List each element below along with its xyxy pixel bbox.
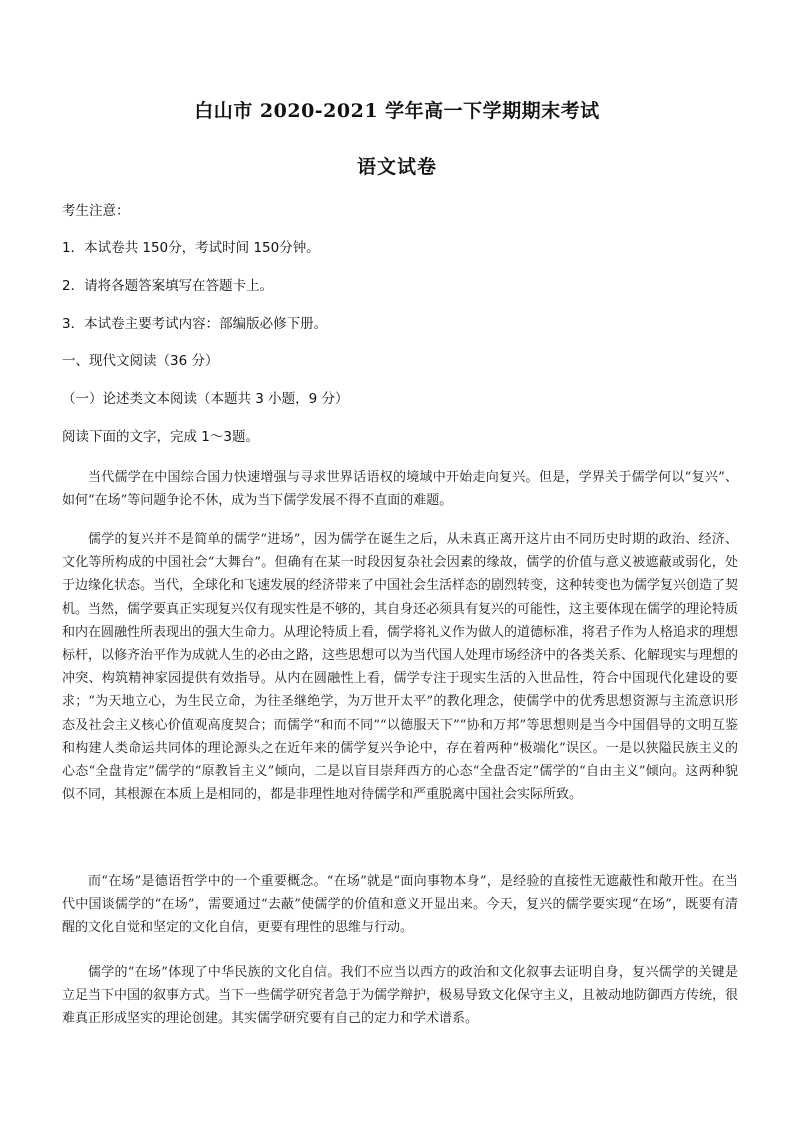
exam-title: 白山市 2020-2021 学年高一下学期期末考试 xyxy=(194,100,600,122)
reading-instruction: 阅读下面的文字，完成 1～3题。 xyxy=(62,429,259,445)
passage-paragraph-4: 儒学的“在场”体现了中华民族的文化自信。我们不应当以西方的政治和文化叙事去证明自身，复兴儒学的关键是立足当下中国的叙事方式。当下一些儒学研究者急于为儒学辩护，极易导致文化保守主义，且被动地防御西方传统，很难真正形成坚实的理论创建。其实儒学研究要有自己的定力和学术谱系。 xyxy=(62,965,739,1027)
passage-paragraph-1: 当代儒学在中国综合国力快速增强与寻求世界话语权的境域中开始走向复兴。但是，学界关于儒学何以“复兴”、如何“在场”等问题争论不休，成为当下儒学发展不得不直面的难题。 xyxy=(62,470,738,509)
notice-item-1: 1．本试卷共 150分，考试时间 150分钟。 xyxy=(62,240,320,256)
notice-heading: 考生注意： xyxy=(62,203,130,219)
passage-paragraph-2: 儒学的复兴并不是简单的儒学“进场”，因为儒学在诞生之后，从未真正离开这片由不同历史时期的政治、经济、文化等所构成的中国社会“大舞台”。但确有在某一时段因复杂社会因素的缘故，儒学的价值与意义被遮蔽或弱化，处于边缘化状态。当代，全球化和飞速发展的经济带来了中国社会生活样态的剧烈转变，这种转变也为儒学复兴创造了契机。当然，儒学要真正实现复兴仅有现实性是不够的，其自身还必须具有复兴的可能性，这主要体现在儒学的理论特质和内在圆融性所表现出的强大生命力。从理论特质上看，儒学将礼义作为做人的道德标准，将君子作为人格追求的理想标杆，以修齐治平作为成就人生的必由之路，这些思想可以为当代国人处理市场经济中的各类关系、化解现实与理想的冲突、构筑精神家园提供有效指导。从内在圆融性上看，儒学专注于现实生活的入世品性，符合中国现代化建设的要求；“为天地立心，为生民立命，为往圣继绝学，为万世开太平”的教化理念，使儒学中的优秀思想资源与主流意识形态及社会主义核心价值观高度契合；而儒学“和而不同”“以德服天下”“协和万邦”等思想则是当今中国倡导的文明互鉴和构建人类命运共同体的理论源头之在近年来的儒学复兴争论中，存在着两种“极端化”误区。一是以狭隘民族主义的心态“全盘肯定”儒学的“原教旨主义”倾向，二是以盲目崇拜西方的心态“全盘否定”儒学的“自由主义”倾向。这两种貌似不同，其根源在本质上是相同的，都是非理性地对待儒学和严重脱离中国社会实际所致。 xyxy=(62,532,739,803)
notice-item-2: 2．请将各题答案填写在答题卡上。 xyxy=(62,278,274,294)
exam-subject-title: 语文试卷 xyxy=(356,156,437,178)
passage-paragraph-3: 而“在场”是德语哲学中的一个重要概念。“在场”就是“面向事物本身”，是经验的直接性无遮蔽性和敞开性。在当代中国谈儒学的“在场”，需要通过“去蔽”使儒学的价值和意义开显出来。今天，复兴的儒学要实现“在场”，既要有清醒的文化自觉和坚定的文化自信，更要有理性的思维与行动。 xyxy=(62,874,738,936)
subsection-heading: （一）论述类文本阅读（本题共 3 小题，9 分） xyxy=(62,391,349,407)
notice-item-3: 3．本试卷主要考试内容：部编版必修下册。 xyxy=(62,316,328,332)
section-heading: 一、现代文阅读（36 分） xyxy=(62,353,219,369)
